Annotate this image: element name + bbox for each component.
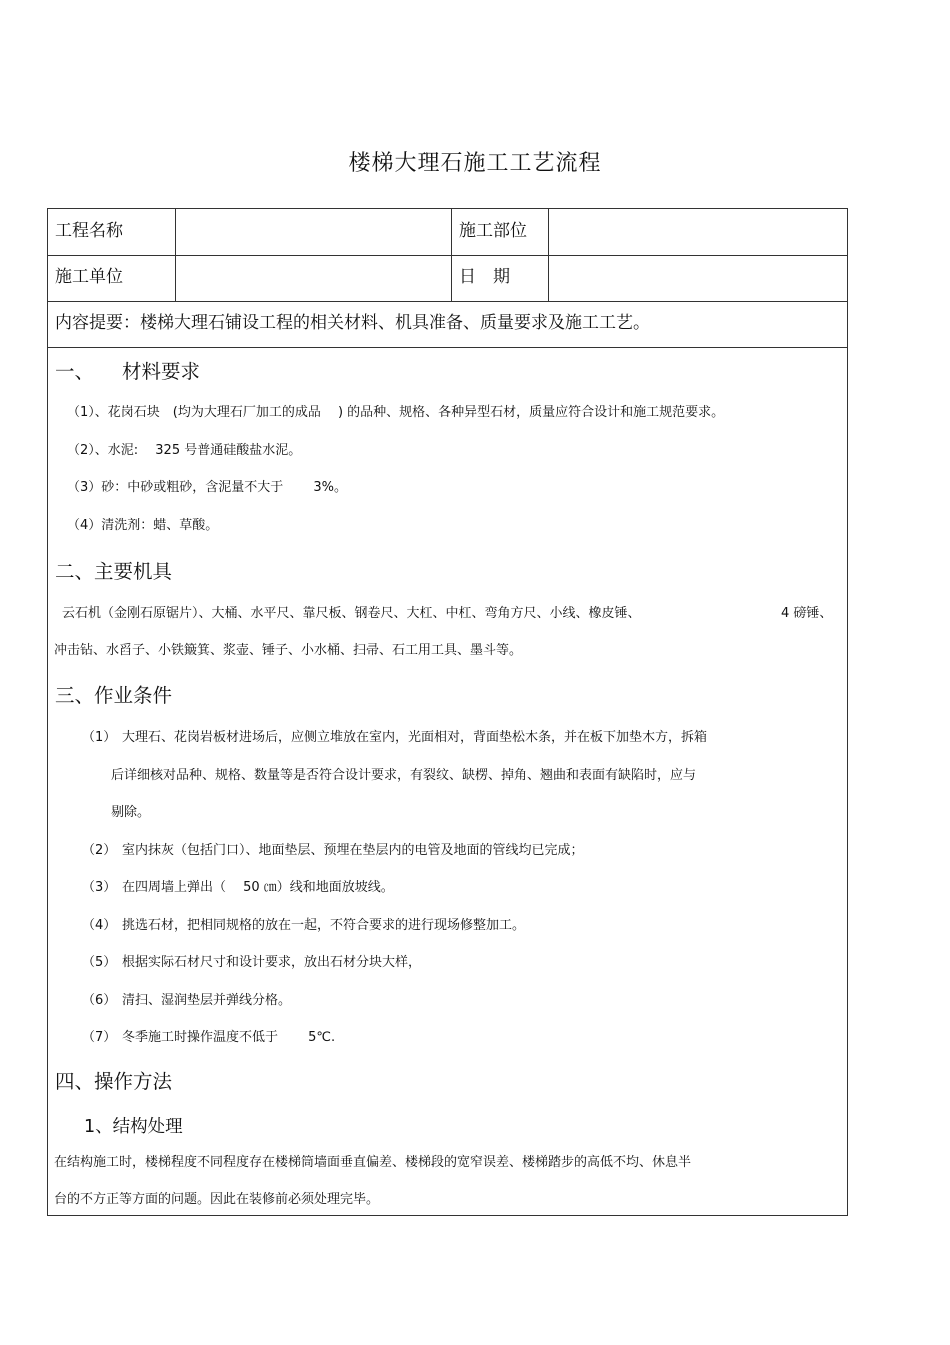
- tools-line-tail: 4 磅锤、: [781, 606, 833, 621]
- section-3-heading: 三、作业条件: [55, 684, 173, 707]
- section-4-subheading: 1、结构处理: [84, 1117, 183, 1137]
- condition-text: 挑选石材，把相同规格的放在一起，不符合要求的进行现场修整加工。: [122, 918, 526, 933]
- condition-number: （7）: [82, 1030, 117, 1045]
- column-divider: [175, 209, 176, 301]
- section-4-heading: 四、操作方法: [55, 1070, 173, 1093]
- method-paragraph-line: 在结构施工时，楼梯程度不同程度存在楼梯筒墙面垂直偏差、楼梯段的宽窄误差、楼梯踏步的高低不均、休息半: [54, 1155, 692, 1170]
- condition-text: 大理石、花岗岩板材进场后，应侧立堆放在室内，光面相对，背面垫松木条，并在板下加垫木方，拆箱: [122, 730, 708, 745]
- material-item: （4）清洗剂：蜡、草酸。: [67, 518, 219, 533]
- form-table: [47, 208, 848, 1216]
- row-divider: [48, 347, 847, 348]
- condition-number: （6）: [82, 993, 117, 1008]
- content-summary: 内容提要：楼梯大理石铺设工程的相关材料、机具准备、质量要求及施工工艺。: [55, 313, 650, 333]
- condition-text: 剔除。: [111, 805, 151, 820]
- condition-number: （1）: [82, 730, 117, 745]
- section-2-heading: 二、主要机具: [55, 560, 173, 583]
- material-item: （3）砂：中砂或粗砂，含泥量不大于 3%。: [67, 480, 348, 495]
- condition-text: 根据实际石材尺寸和设计要求，放出石材分块大样，: [122, 955, 422, 970]
- date-label: 日 期: [459, 267, 510, 287]
- tools-line: 冲击钻、水舀子、小铁簸箕、浆壶、锤子、小水桶、扫帚、石工用工具、墨斗等。: [54, 643, 523, 658]
- condition-text: 后详细核对品种、规格、数量等是否符合设计要求，有裂纹、缺楞、掉角、翘曲和表面有缺陷时，应与: [111, 768, 697, 783]
- project-name-label: 工程名称: [55, 221, 123, 241]
- method-paragraph-line: 台的不方正等方面的问题。因此在装修前必须处理完毕。: [54, 1192, 380, 1207]
- condition-number: （3）: [82, 880, 117, 895]
- condition-text: 冬季施工时操作温度不低于 5℃.: [122, 1030, 336, 1045]
- construction-part-label: 施工部位: [459, 221, 527, 241]
- condition-number: （5）: [82, 955, 117, 970]
- column-divider: [451, 209, 452, 301]
- row-divider: [48, 255, 847, 256]
- column-divider: [548, 209, 549, 301]
- row-divider: [48, 301, 847, 302]
- section-1-heading: 材料要求: [122, 360, 201, 383]
- condition-text: 室内抹灰（包括门口）、地面垫层、预埋在垫层内的电管及地面的管线均已完成；: [122, 843, 584, 858]
- material-item: （2）、水泥: 325 号普通硅酸盐水泥。: [67, 443, 302, 458]
- construction-unit-label: 施工单位: [55, 267, 123, 287]
- section-1-number: 一、: [55, 360, 95, 383]
- condition-number: （2）: [82, 843, 117, 858]
- document-title: 楼梯大理石施工工艺流程: [348, 151, 602, 176]
- condition-text: 在四周墙上弹出（ 50 ㎝）线和地面放坡线。: [122, 880, 394, 895]
- tools-line: 云石机（金刚石原锯片）、大桶、水平尺、靠尺板、钢卷尺、大杠、中杠、弯角方尺、小线、橡皮锤、: [62, 606, 641, 621]
- material-item: （1）、花岗石块 (均为大理石厂加工的成品 ) 的品种、规格、各种异型石材，质量应符合设计和施工规范要求。: [67, 405, 725, 420]
- condition-text: 清扫、湿润垫层并弹线分格。: [122, 993, 292, 1008]
- condition-number: （4）: [82, 918, 117, 933]
